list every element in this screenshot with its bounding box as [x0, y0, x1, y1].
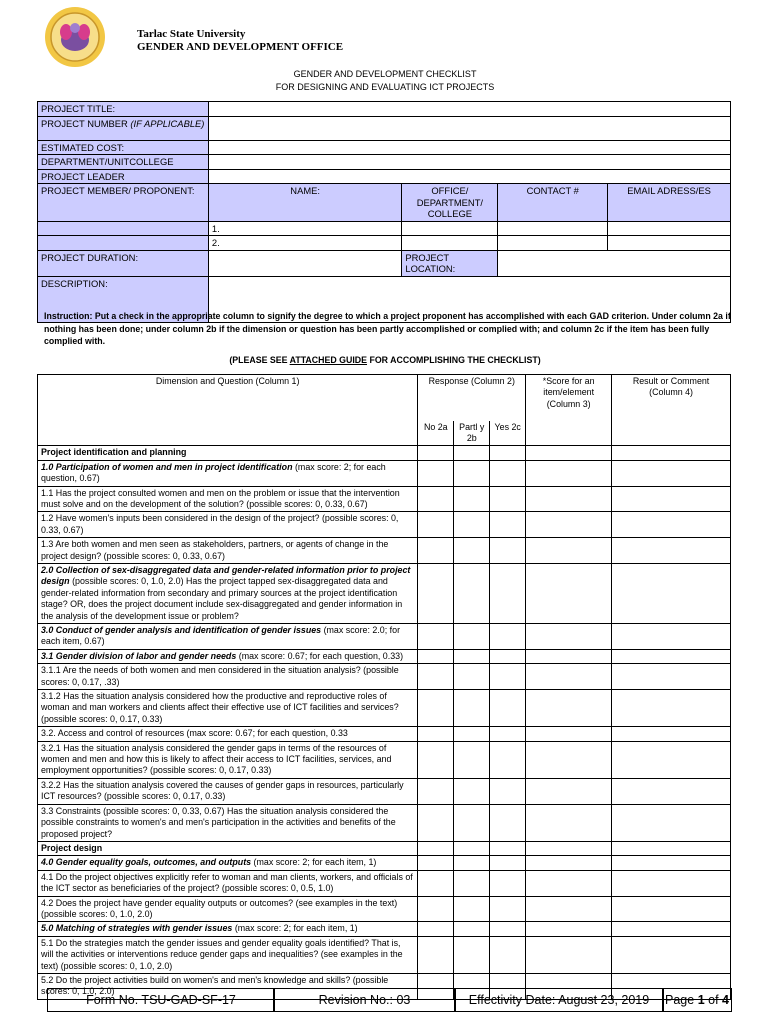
- footer: [37, 988, 731, 1012]
- attached-guide-link[interactable]: ATTACHED GUIDE: [289, 355, 368, 365]
- col1-header: Dimension and Question (Column 1): [38, 375, 418, 446]
- item-3-1-2: 3.1.2 Has the situation analysis considered how the productive and reproductive roles of woman and man workers and clients affect their effective use of ICT facilities and services? (possible scores: 0, 0.17, 0.33): [38, 690, 418, 727]
- project-leader-label: PROJECT LEADER: [38, 169, 209, 184]
- contact-header: CONTACT #: [498, 184, 608, 222]
- department-label: DEPARTMENT/UNITCOLLEGE: [38, 155, 209, 170]
- estimated-cost-field[interactable]: [208, 140, 730, 155]
- check-cell[interactable]: [418, 446, 454, 460]
- comment-cell[interactable]: [612, 446, 731, 460]
- score-cell[interactable]: [526, 446, 612, 460]
- title-line-1: GENDER AND DEVELOPMENT CHECKLIST: [293, 69, 477, 79]
- document-title: [0, 68, 770, 94]
- estimated-cost-label: ESTIMATED COST:: [38, 140, 209, 155]
- item-3-2-2: 3.2.2 Has the situation analysis covered the causes of gender gaps in resources, particularly ICT resources? (possible scores: 0, 0.17, 0.33): [38, 778, 418, 804]
- department-field[interactable]: [208, 155, 730, 170]
- item-3-2-1: 3.2.1 Has the situation analysis considered the gender gaps in terms of the resources of women and men and how this is likely to affect their access to ICT facilities, services, and employment opportunities? (possible scores: 0, 0.17, 0.33): [38, 741, 418, 778]
- location-field[interactable]: [498, 250, 731, 276]
- item-3-3: 3.3 Constraints (possible scores: 0, 0.33, 0.67) Has the situation analysis considered the possible constraints to women's and men's participation in the activities and benefits of the proposed project?: [38, 804, 418, 841]
- title-line-2: FOR DESIGNING AND EVALUATING ICT PROJECTS: [275, 82, 495, 92]
- project-number-field[interactable]: [208, 116, 730, 140]
- item-1-0: 1.0 Participation of women and men in project identification (max score: 2; for each question, 0.67): [38, 460, 418, 486]
- member-2-field[interactable]: 2.: [208, 236, 402, 251]
- item-5-1: 5.1 Do the strategies match the gender issues and gender equality goals identified? That is, will the activities or interventions reduce gender gaps and inequalities? (see examples in the text) (possible scores: 0, 1.0, 2.0): [38, 936, 418, 973]
- instruction-text: Instruction: Put a check in the appropriate column to signify the degree to which a project proponent has accomplished with each GAD criterion. Under column 2a if nothing has been done; under column 2b if the dimension or question has been partly accomplished or complied with; and column 2c if the item has been fully complied with.: [44, 311, 731, 346]
- guide-note: (PLEASE SEE ATTACHED GUIDE FOR ACCOMPLISHING THE CHECKLIST): [229, 355, 541, 365]
- col2a-header: No 2a: [418, 421, 454, 446]
- item-3-0: 3.0 Conduct of gender analysis and identification of gender issues (max score: 2.0; for each item, 0.67): [38, 624, 418, 650]
- university-seal-icon: [44, 6, 106, 68]
- project-number-label: PROJECT NUMBER (IF APPLICABLE): [38, 116, 209, 140]
- checklist-table: [37, 374, 731, 1000]
- form-number: Form No. TSU-GAD-SF-17: [47, 988, 275, 1012]
- revision-number: Revision No.: 03: [273, 988, 456, 1012]
- check-cell[interactable]: [490, 446, 526, 460]
- item-5-2: 5.2 Do the project activities build on women's and men's knowledge and skills? (possible scores: 0, 1.0, 2.0): [38, 973, 418, 999]
- item-3-1: 3.1 Gender division of labor and gender needs (max score: 0.67; for each question, 0.33): [38, 649, 418, 663]
- col2b-header: Partl y 2b: [454, 421, 490, 446]
- col2-header: Response (Column 2): [418, 375, 526, 421]
- duration-label: PROJECT DURATION:: [38, 250, 209, 276]
- section-design: Project design: [38, 841, 418, 855]
- header: [137, 28, 343, 54]
- duration-field[interactable]: [208, 250, 402, 276]
- item-3-2: 3.2. Access and control of resources (max score: 0.67; for each question, 0.33: [38, 727, 418, 741]
- effectivity-date: Effectivity Date: August 23, 2019: [454, 988, 664, 1012]
- page-indicator: Page 1 of 4: [662, 988, 732, 1012]
- project-title-label: PROJECT TITLE:: [38, 102, 209, 117]
- project-title-field[interactable]: [208, 102, 730, 117]
- office-name: GENDER AND DEVELOPMENT OFFICE: [137, 41, 344, 53]
- description-label: DESCRIPTION:: [38, 276, 209, 322]
- item-1-1: 1.1 Has the project consulted women and men on the problem or issue that the intervention must solve and on the development of the solution? (possible scores: 0, 0.33, 0.67): [38, 486, 418, 512]
- col2c-header: Yes 2c: [490, 421, 526, 446]
- check-cell[interactable]: [454, 446, 490, 460]
- project-info-table: [37, 101, 731, 323]
- item-5-0: 5.0 Matching of strategies with gender issues (max score: 2; for each item, 1): [38, 922, 418, 936]
- col3-header: *Score for an item/element (Column 3): [526, 375, 612, 446]
- email-header: EMAIL ADRESS/ES: [608, 184, 731, 222]
- member-1-field[interactable]: 1.: [208, 221, 402, 236]
- col4-header: Result or Comment (Column 4): [612, 375, 731, 446]
- item-3-1-1: 3.1.1 Are the needs of both women and men considered in the situation analysis? (possible scores: 0, 0.17, .33): [38, 664, 418, 690]
- item-2-0: 2.0 Collection of sex-disaggregated data and gender-related information prior to project design (possible scores: 0, 1.0, 2.0) Has the project tapped sex-disaggregated data and gender-related information from secondary and primary sources at the project identification stage? OR, does the project document include sex-disaggregated and gender information in the analysis of the development issue or problem?: [38, 563, 418, 623]
- project-member-label: PROJECT MEMBER/ PROPONENT:: [38, 184, 209, 222]
- name-header: NAME:: [208, 184, 402, 222]
- university-name: Tarlac State University: [137, 28, 246, 40]
- item-4-2: 4.2 Does the project have gender equality outputs or outcomes? (see examples in the text) (possible scores: 0, 1.0, 2.0): [38, 896, 418, 922]
- location-label: PROJECT LOCATION:: [402, 250, 498, 276]
- item-4-0: 4.0 Gender equality goals, outcomes, and outputs (max score: 2; for each item, 1): [38, 856, 418, 870]
- item-1-2: 1.2 Have women's inputs been considered in the design of the project? (possible scores: 0, 0.33, 0.67): [38, 512, 418, 538]
- office-header: OFFICE/ DEPARTMENT/ COLLEGE: [402, 184, 498, 222]
- section-planning: Project identification and planning: [38, 446, 418, 460]
- item-4-1: 4.1 Do the project objectives explicitly refer to woman and man clients, workers, and officials of the ICT sector as beneficiaries of the project? (possible scores: 0, 0.5, 1.0): [38, 870, 418, 896]
- project-leader-field[interactable]: [208, 169, 730, 184]
- item-1-3: 1.3 Are both women and men seen as stakeholders, partners, or agents of change in the project design? (possible scores: 0, 0.33, 0.67): [38, 538, 418, 564]
